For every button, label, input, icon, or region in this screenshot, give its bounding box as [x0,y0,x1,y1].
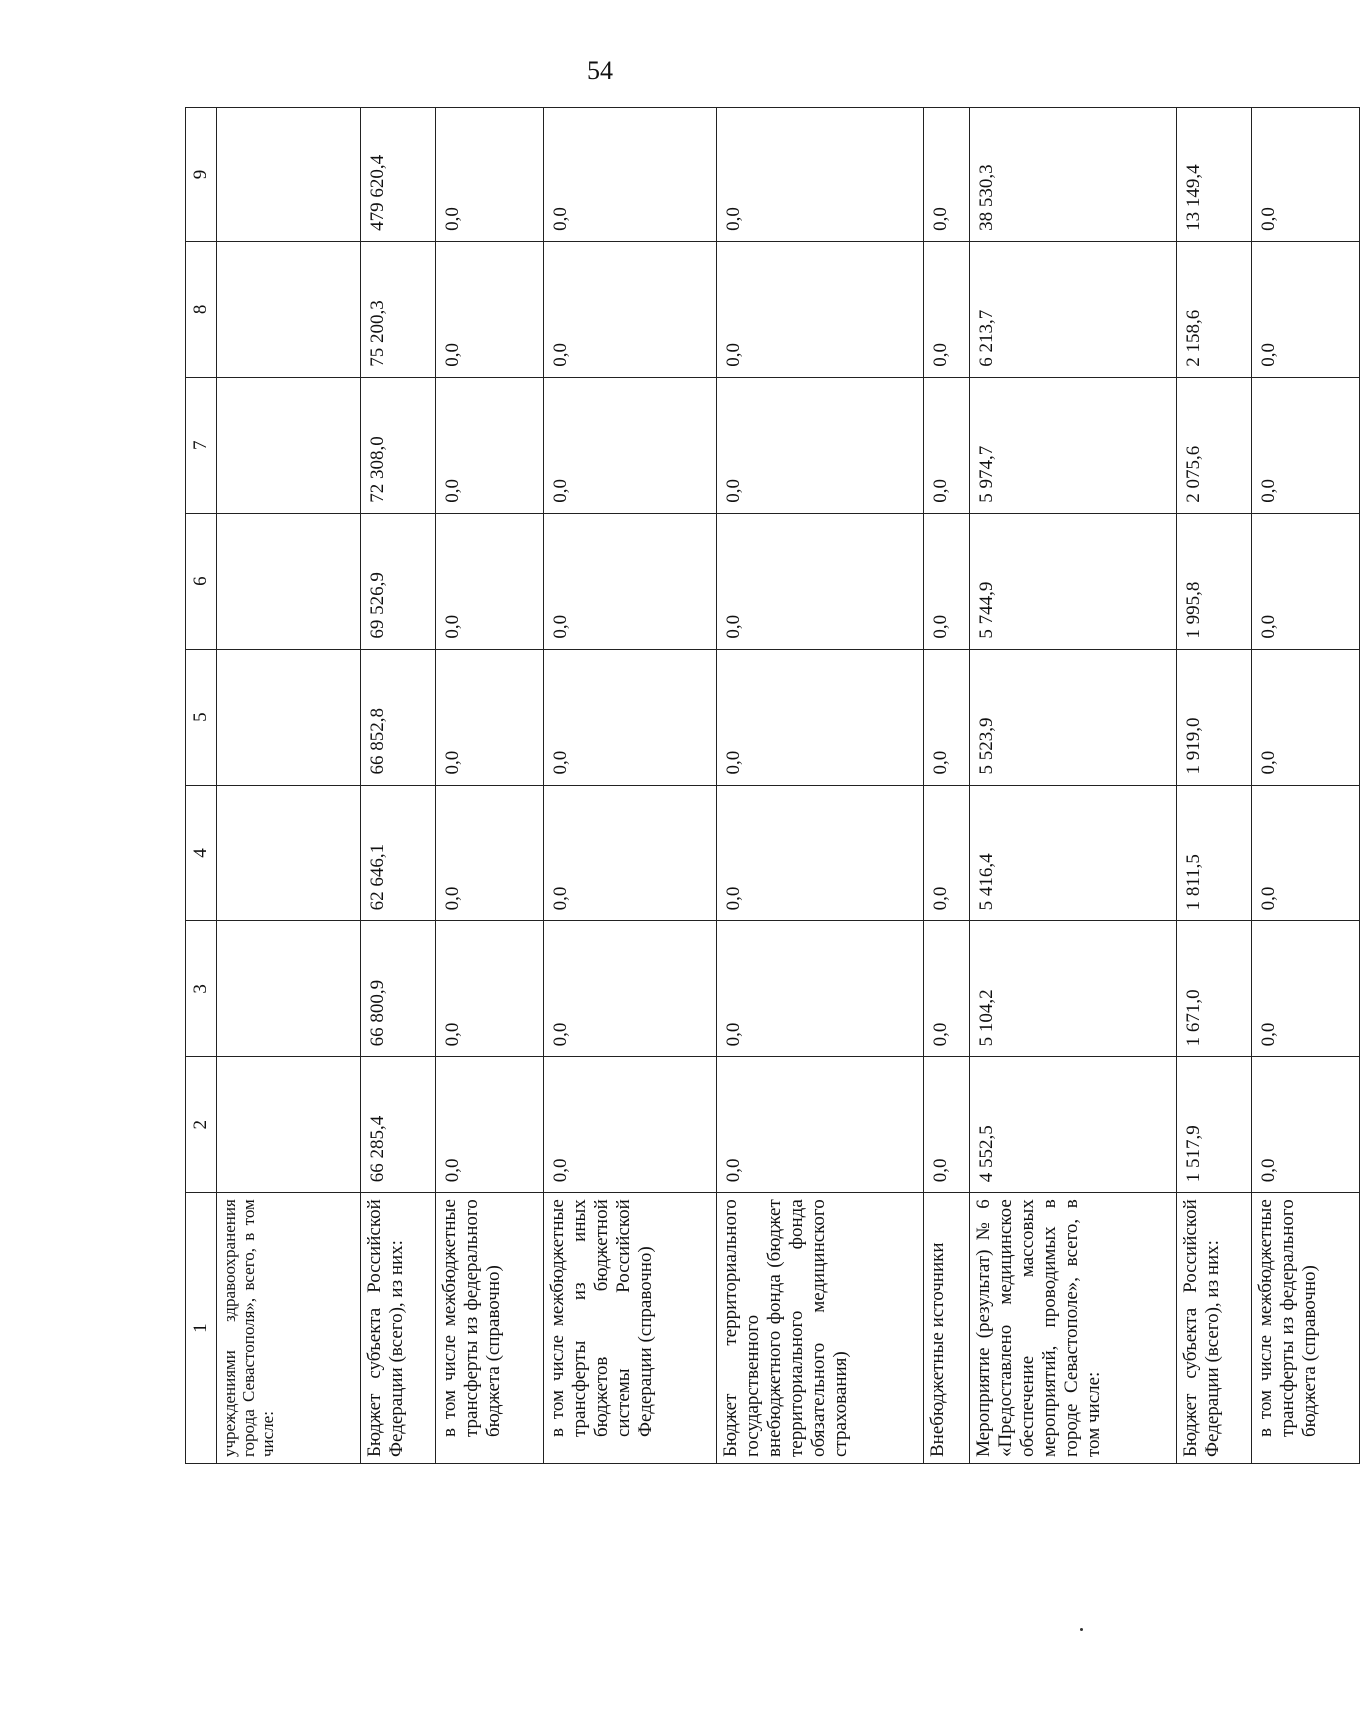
row-label: Внебюджетные источники [924,1193,970,1464]
value-cell: 0,0 [543,921,717,1057]
value-cell: 5 974,7 [970,377,1177,513]
table-row [1252,108,1360,1464]
row-label: Бюджет территориального государственного внебюджетного фонда (бюджет территориального фонда обязательного медицинского страхования) [717,1193,924,1464]
scan-speck [1080,1628,1083,1631]
value-cell: 0,0 [1252,921,1360,1057]
value-cell: 0,0 [435,649,543,785]
header-row [186,108,217,1464]
value-cell: 0,0 [717,649,924,785]
column-header-9: 9 [186,108,217,242]
value-cell: 0,0 [1252,108,1360,242]
row-label: в том числе межбюджетные трансферты из федерального бюджета (справочно) [1252,1193,1360,1464]
column-header-7: 7 [186,377,217,513]
column-header-5: 5 [186,649,217,785]
value-cell: 0,0 [435,513,543,649]
column-header-2: 2 [186,1057,217,1193]
value-cell [217,377,361,513]
value-cell: 479 620,4 [360,108,435,242]
value-cell: 1 811,5 [1177,785,1252,921]
value-cell: 38 530,3 [970,108,1177,242]
row-label: Бюджет субъекта Российской Федерации (всего), из них: [360,1193,435,1464]
value-cell: 0,0 [435,377,543,513]
value-cell: 0,0 [717,785,924,921]
page-number: 54 [587,56,613,85]
column-header-3: 3 [186,921,217,1057]
table-row [217,108,361,1464]
value-cell: 66 800,9 [360,921,435,1057]
value-cell: 6 213,7 [970,241,1177,377]
row-label: Бюджет субъекта Российской Федерации (всего), из них: [1177,1193,1252,1464]
table-body [217,108,1360,1464]
column-header-4: 4 [186,785,217,921]
value-cell: 2 158,6 [1177,241,1252,377]
value-cell: 0,0 [1252,1057,1360,1193]
value-cell: 1 671,0 [1177,921,1252,1057]
value-cell: 0,0 [435,241,543,377]
value-cell: 0,0 [717,513,924,649]
value-cell [217,785,361,921]
value-cell: 0,0 [543,785,717,921]
value-cell: 5 416,4 [970,785,1177,921]
value-cell: 0,0 [1252,377,1360,513]
table-row [924,108,970,1464]
value-cell: 0,0 [1252,649,1360,785]
row-label: в том числе межбюджетные трансферты из иных бюджетов бюджетной системы Российской Федерации (справочно) [543,1193,717,1464]
row-label: в том числе межбюджетные трансферты из федерального бюджета (справочно) [435,1193,543,1464]
value-cell: 0,0 [543,108,717,242]
value-cell: 0,0 [924,649,970,785]
value-cell: 0,0 [543,241,717,377]
column-header-1: 1 [186,1193,217,1464]
table-row [970,108,1177,1464]
value-cell: 0,0 [435,921,543,1057]
value-cell: 0,0 [435,108,543,242]
value-cell: 72 308,0 [360,377,435,513]
table-row [435,108,543,1464]
value-cell: 75 200,3 [360,241,435,377]
value-cell: 0,0 [543,649,717,785]
value-cell: 0,0 [924,513,970,649]
value-cell [217,921,361,1057]
value-cell: 1 995,8 [1177,513,1252,649]
value-cell [217,649,361,785]
value-cell: 62 646,1 [360,785,435,921]
value-cell: 0,0 [924,921,970,1057]
value-cell: 1 517,9 [1177,1057,1252,1193]
value-cell: 5 744,9 [970,513,1177,649]
table-row [360,108,435,1464]
value-cell: 0,0 [1252,241,1360,377]
value-cell [217,108,361,242]
value-cell: 13 149,4 [1177,108,1252,242]
value-cell: 0,0 [1252,785,1360,921]
value-cell: 0,0 [1252,513,1360,649]
table-header [186,108,217,1464]
value-cell: 69 526,9 [360,513,435,649]
value-cell: 0,0 [924,108,970,242]
value-cell: 0,0 [924,377,970,513]
value-cell: 0,0 [435,785,543,921]
value-cell: 0,0 [924,241,970,377]
value-cell: 0,0 [717,377,924,513]
value-cell [217,513,361,649]
value-cell: 4 552,5 [970,1057,1177,1193]
budget-table [185,107,1360,1464]
value-cell: 0,0 [717,108,924,242]
value-cell: 0,0 [435,1057,543,1193]
table-row [717,108,924,1464]
value-cell: 5 104,2 [970,921,1177,1057]
row-label: учреждениями здравоохранения города Севастополя», всего, в том числе: [217,1193,361,1464]
value-cell: 0,0 [717,241,924,377]
value-cell: 66 852,8 [360,649,435,785]
value-cell: 0,0 [543,513,717,649]
value-cell: 2 075,6 [1177,377,1252,513]
column-header-8: 8 [186,241,217,377]
table-row [543,108,717,1464]
row-label: Мероприятие (результат) № 6 «Предоставлено медицинское обеспечение массовых мероприятий, проводимых в городе Севастополе», всего, в том числе: [970,1193,1177,1464]
value-cell: 0,0 [924,1057,970,1193]
value-cell: 0,0 [717,921,924,1057]
rotated-table-container [185,107,1360,1464]
value-cell: 5 523,9 [970,649,1177,785]
value-cell [217,241,361,377]
value-cell: 0,0 [543,1057,717,1193]
column-header-6: 6 [186,513,217,649]
table-row [1177,108,1252,1464]
value-cell: 0,0 [924,785,970,921]
value-cell: 0,0 [543,377,717,513]
value-cell: 1 919,0 [1177,649,1252,785]
value-cell: 0,0 [717,1057,924,1193]
value-cell [217,1057,361,1193]
value-cell: 66 285,4 [360,1057,435,1193]
